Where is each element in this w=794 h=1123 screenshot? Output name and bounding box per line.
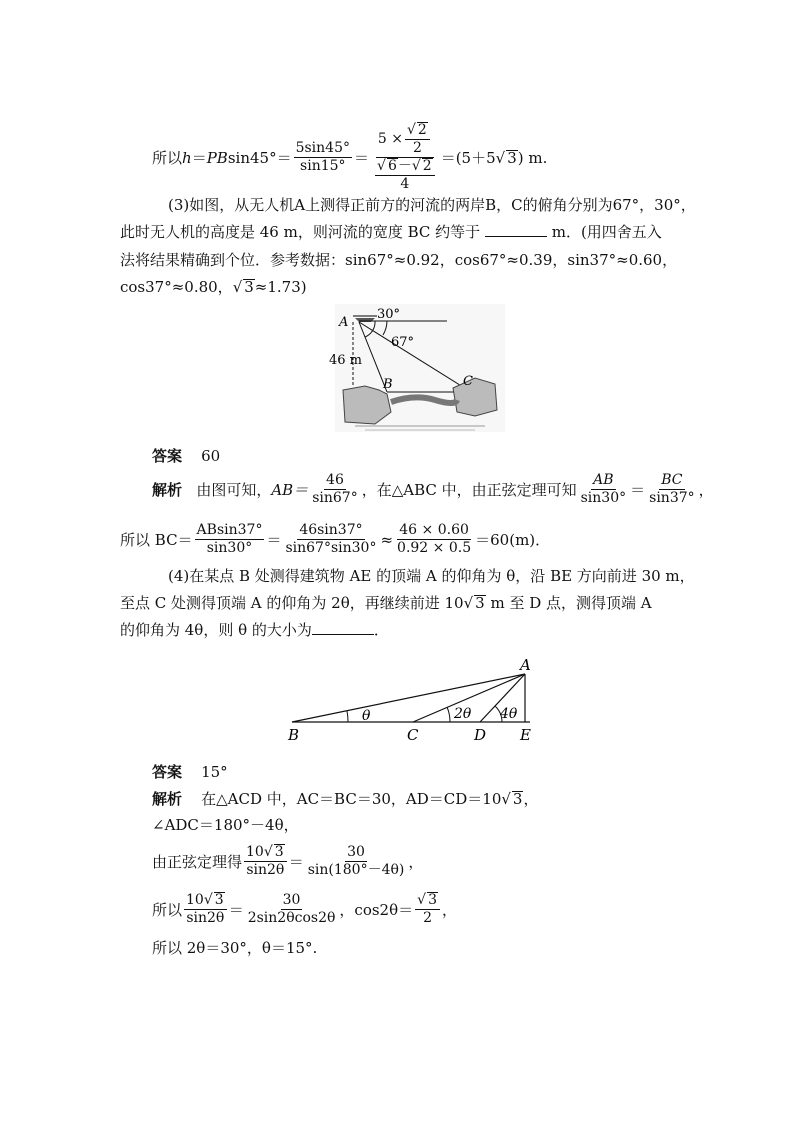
problem3-line1: (3)如图，从无人机A上测得正前方的河流的两岸B，C的俯角分别为67°，30°， — [168, 196, 696, 214]
radicand: 3 — [274, 844, 284, 860]
fraction — [415, 892, 440, 927]
label-c: C — [407, 726, 419, 744]
text: AB＝ — [271, 480, 309, 499]
text: m．(用四舍五入 — [551, 223, 662, 241]
result-part: ) m. — [517, 148, 548, 167]
sin45: sin45° — [227, 148, 277, 167]
answer3-line — [152, 446, 220, 466]
inner-fraction — [405, 122, 430, 157]
num: 46sin37° — [299, 522, 363, 538]
label-height: 46 m — [329, 353, 363, 368]
radicand: 3 — [507, 148, 517, 167]
fraction — [395, 522, 473, 557]
text: ， — [441, 900, 457, 919]
inner-denominator: 2 — [412, 140, 422, 156]
fraction-1 — [294, 140, 352, 175]
fraction — [244, 844, 287, 879]
num: 46 × 0.60 — [399, 522, 469, 538]
radicand: 3 — [512, 790, 523, 808]
text: ， — [523, 790, 539, 808]
approx-sign: ≈ — [380, 530, 394, 549]
label-c: C — [463, 374, 473, 389]
text-prefix: 所以 — [152, 148, 183, 167]
line-ba — [292, 674, 525, 722]
angle-arc-2theta — [447, 707, 450, 722]
fraction-denominator: sin15° — [300, 158, 346, 174]
label-4theta: 4θ — [500, 706, 518, 722]
drone-river-figure — [329, 304, 505, 432]
num-part: 5 × — [377, 131, 403, 147]
fraction — [246, 892, 338, 927]
den: sin2θ — [246, 862, 285, 878]
elevation-figure — [280, 650, 550, 750]
text: ，cos2θ＝ — [339, 900, 414, 919]
inner-fraction: √ $\frac{6-√ 2}{4}$ — [375, 158, 435, 193]
solution-label: 解析 — [152, 480, 183, 499]
radical-icon — [496, 148, 506, 168]
radical-icon — [501, 790, 511, 808]
fraction — [306, 844, 407, 879]
answer-blank — [485, 222, 547, 237]
problem3-line2 — [120, 222, 662, 242]
answer-blank — [312, 620, 374, 635]
den: sin2θ — [186, 910, 225, 926]
text: ， — [408, 852, 424, 871]
text: 所以 — [152, 900, 183, 919]
radicand: 2 — [422, 158, 432, 174]
fraction-numerator: 5sin45° — [295, 140, 350, 156]
eq-sign: ＝ — [630, 480, 646, 499]
fraction — [184, 892, 227, 927]
label-b: B — [288, 726, 300, 744]
num: 10 — [246, 844, 264, 860]
solution3-line1 — [152, 472, 714, 507]
den: 2 — [423, 910, 433, 926]
num: AB — [593, 472, 614, 488]
radicand: 3 — [214, 892, 224, 908]
fraction — [579, 472, 629, 507]
text: 在△ACD 中，AC＝BC＝30，AD＝CD＝10 — [201, 790, 502, 808]
solution3-line2 — [120, 522, 550, 557]
text: 此时无人机的高度是 46 m，则河流的宽度 BC 约等于 — [120, 223, 481, 241]
radical-icon — [412, 158, 421, 174]
answer-value: 60 — [201, 447, 221, 465]
angle-arc-theta — [347, 711, 348, 722]
radical-icon — [377, 158, 386, 174]
text: 所以 BC＝ — [120, 530, 193, 549]
fraction — [310, 472, 360, 507]
problem3-line3: 法将结果精确到个位．参考数据：sin67°≈0.92，cos67°≈0.39，sin37°≈0.60， — [120, 251, 678, 269]
text: 由图可知， — [196, 480, 272, 499]
answer-label: 答案 — [152, 447, 183, 465]
num: ABsin37° — [196, 522, 263, 538]
radical-icon — [417, 892, 426, 908]
text: 由正弦定理得 — [152, 852, 243, 871]
solution4-line1 — [152, 789, 538, 809]
radicand: 6 — [387, 158, 397, 174]
solution4-line5: 所以 2θ＝30°，θ＝15°. — [152, 939, 318, 957]
var-pb: PB — [206, 148, 228, 167]
den: 2sin2θcos2θ — [247, 910, 336, 926]
text: ，在△ABC 中，由正弦定理可知 — [361, 480, 577, 499]
problem4-line1: (4)在某点 B 处测得建筑物 AE 的顶端 A 的仰角为 θ，沿 BE 方向前进 30 m， — [168, 567, 695, 585]
den: sin67° — [312, 490, 358, 506]
label-67deg: 67° — [391, 335, 415, 350]
num: 30 — [347, 844, 365, 860]
label-a: A — [520, 656, 531, 674]
radicand: 2 — [417, 122, 427, 138]
fraction — [283, 522, 378, 557]
answer-label: 答案 — [152, 763, 183, 781]
radical-icon — [464, 594, 474, 612]
label-d: D — [474, 726, 487, 744]
num: 10 — [186, 892, 204, 908]
radicand: 3 — [428, 892, 437, 908]
radical-icon — [264, 844, 273, 860]
text: ， — [698, 480, 714, 499]
var-h: h — [182, 148, 192, 167]
text: ． — [373, 621, 389, 639]
label-a: A — [339, 315, 349, 330]
fraction-denominator — [371, 158, 439, 193]
text: 的仰角为 4θ，则 θ 的大小为 — [120, 621, 312, 639]
answer-value: 15° — [201, 763, 228, 781]
problem3-line4 — [120, 277, 307, 297]
text: 至点 C 处测得顶端 A 的仰角为 2θ，再继续前进 10 — [120, 594, 464, 612]
inner-denominator: 4 — [400, 176, 410, 192]
problem4-line3 — [120, 620, 389, 640]
den: sin67°sin30° — [285, 540, 377, 556]
radical-icon — [407, 122, 416, 138]
solution4-line4: 所以 $\frac{10√ 3}{\sin 2\theta}$ ＝ $\frac{30}{2\sin 2\theta\cos 2\theta}$ ，cos2θ＝ √ $\frac{3}{2}$ ， — [152, 892, 457, 927]
solution4-line3: 由正弦定理得 $\frac{10√ 3}{\sin 2\theta}$ ＝ $\frac{30}{\sin(180^\circ-4\theta)}$ ， — [152, 844, 423, 879]
label-theta: θ — [362, 708, 371, 724]
text: m 至 D 点，测得顶端 A — [485, 594, 652, 612]
label-e: E — [520, 726, 531, 744]
eq-sign: ＝ — [266, 530, 282, 549]
radicand: 3 — [475, 594, 485, 612]
radical-icon — [204, 892, 213, 908]
solution4-line2: ∠ADC＝180°－4θ， — [152, 816, 299, 834]
fraction-numerator — [376, 122, 434, 158]
label-2theta: 2θ — [454, 706, 472, 722]
label-b: B — [383, 377, 393, 392]
text: cos37°≈0.80， — [120, 278, 233, 296]
fraction-2 — [371, 122, 439, 193]
eq-sign: ＝ — [276, 148, 292, 167]
den: sin(180°－4θ) — [307, 862, 405, 878]
num: 30 — [282, 892, 301, 908]
problem4-line2 — [120, 593, 652, 613]
den: 0.92 × 0.5 — [397, 540, 472, 556]
text: ≈1.73) — [254, 278, 307, 296]
num: 46 — [326, 472, 344, 488]
fraction — [647, 472, 697, 507]
text: ＝60(m)． — [475, 530, 551, 549]
den: sin30° — [206, 540, 253, 556]
eq-sign: ＝ — [354, 148, 370, 167]
radical-icon — [233, 278, 243, 296]
label-30deg: 30° — [377, 307, 401, 322]
formula-line-h — [152, 122, 547, 193]
answer4-line — [152, 762, 228, 782]
solution-label: 解析 — [152, 790, 183, 808]
eq-sign: ＝ — [191, 148, 207, 167]
fraction — [195, 522, 265, 557]
result-part: ＝(5＋5 — [440, 148, 496, 167]
den: sin37° — [649, 490, 695, 506]
den: sin30° — [580, 490, 627, 506]
num: BC — [661, 472, 683, 488]
radicand: 3 — [244, 278, 254, 296]
